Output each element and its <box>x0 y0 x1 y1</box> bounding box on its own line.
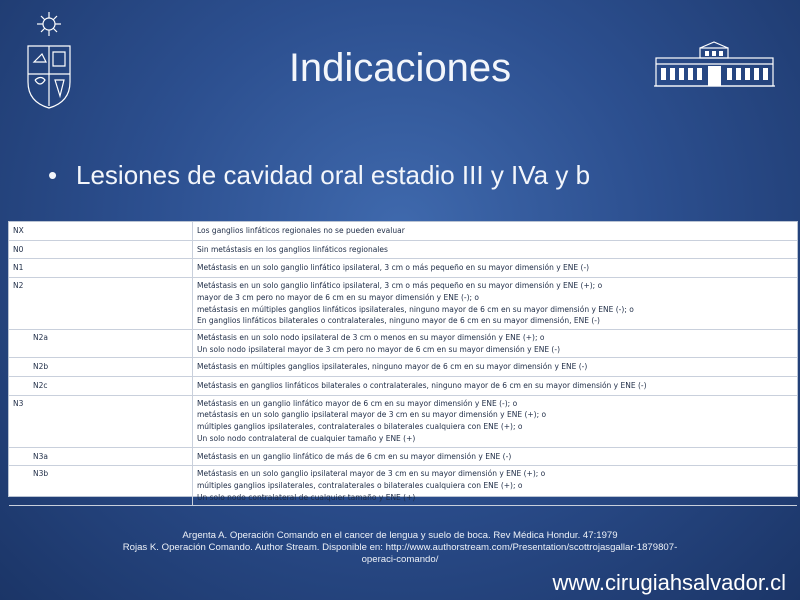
stage-cell: N3 <box>9 395 193 447</box>
description-cell <box>193 222 798 240</box>
description-cell <box>193 447 798 466</box>
stage-cell: N2c <box>9 377 193 396</box>
reference-line: Argenta A. Operación Comando en el cancer de lengua y suelo de boca. Rev Médica Hondur. 47:1979 <box>182 530 618 541</box>
description-line: Un solo nodo contralateral de cualquier tamaño y ENE (+) <box>197 492 416 502</box>
description-line: múltiples ganglios ipsilaterales, contralaterales o bilaterales cualquiera con ENE (+); o <box>197 480 523 490</box>
description-line: Sin metástasis en los ganglios linfáticos regionales <box>197 244 388 254</box>
description-line: metástasis en múltiples ganglios linfáticos ipsilaterales, ninguno mayor de 6 cm en su mayor dimensión y ENE (-); o <box>197 304 634 314</box>
description-line: Metástasis en un solo ganglio linfático ipsilateral, 3 cm o más pequeño en su mayor dimensión y ENE (-) <box>197 263 590 273</box>
bullet-item <box>48 160 590 191</box>
table-row <box>9 240 797 259</box>
description-cell <box>193 259 798 278</box>
stage-cell: N3a <box>9 447 193 466</box>
description-cell <box>193 329 798 357</box>
slide-title: Indicaciones <box>288 46 512 90</box>
description-line: Metástasis en múltiples ganglios ipsilaterales, ninguno mayor de 6 cm en su mayor dimensión y ENE (-) <box>197 362 588 372</box>
bullet-dot: • <box>48 160 58 190</box>
description-line: Un solo nodo contralateral de cualquier tamaño y ENE (+) <box>197 433 416 443</box>
description-line: Metástasis en un solo nodo ipsilateral de 3 cm o menos en su mayor dimensión y ENE (+); o <box>197 332 545 342</box>
description-cell <box>193 240 798 259</box>
staging-table-body <box>9 222 797 506</box>
description-line: Metástasis en ganglios linfáticos bilaterales o contralaterales, ninguno mayor de 6 cm en su mayor dimensión y ENE (-) <box>197 381 647 391</box>
bullet-text: Lesiones de cavidad oral estadio III y IVa y b <box>76 160 591 190</box>
description-line: metástasis en un solo ganglio ipsilateral mayor de 3 cm en su mayor dimensión y ENE (+); o <box>197 410 547 420</box>
reference-line: Rojas K. Operación Comando. Author Stream. Disponible en: http://www.authorstream.com/Presentation/scottrojasgallar-1879807- <box>122 541 678 553</box>
table-row <box>9 395 797 447</box>
stage-cell: N0 <box>9 240 193 259</box>
description-cell <box>193 278 798 330</box>
stage-cell: N1 <box>9 259 193 278</box>
description-line: Metástasis en un solo ganglio ipsilateral mayor de 3 cm en su mayor dimensión y ENE (+); o <box>197 469 546 479</box>
description-cell <box>193 466 798 506</box>
stage-cell: N2 <box>9 278 193 330</box>
website-url: www.cirugiahsalvador.cl <box>552 570 786 595</box>
description-line: mayor de 3 cm pero no mayor de 6 cm en su mayor dimensión y ENE (-); o <box>197 292 480 302</box>
description-line: Metástasis en un solo ganglio linfático ipsilateral, 3 cm o más pequeño en su mayor dimensión y ENE (+); o <box>197 281 603 291</box>
description-line: En ganglios linfáticos bilaterales o contralaterales, ninguno mayor de 6 cm en su mayor dimensión, ENE (-) <box>197 316 600 326</box>
description-line: Un solo nodo ipsilateral mayor de 3 cm pero no mayor de 6 cm en su mayor dimensión y ENE (-) <box>197 344 560 354</box>
table-row <box>9 377 797 396</box>
table-row <box>9 259 797 278</box>
description-line: Los ganglios linfáticos regionales no se pueden evaluar <box>197 226 405 235</box>
stage-cell: N2b <box>9 358 193 377</box>
stage-cell: N2a <box>9 329 193 357</box>
description-cell <box>193 395 798 447</box>
description-cell <box>193 358 798 377</box>
table-row <box>9 278 797 330</box>
stage-cell: NX <box>9 222 193 240</box>
staging-table <box>8 221 798 502</box>
table-row <box>9 329 797 357</box>
description-line: múltiples ganglios ipsilaterales, contralaterales o bilaterales cualquiera con ENE (+); o <box>197 422 523 432</box>
reference-line: operaci-comando/ <box>361 553 439 565</box>
table-row <box>9 358 797 377</box>
references <box>0 530 800 565</box>
description-cell <box>193 377 798 396</box>
table-row <box>9 447 797 466</box>
stage-cell: N3b <box>9 466 193 506</box>
table-row <box>9 222 797 240</box>
description-line: Metástasis en un ganglio linfático de más de 6 cm en su mayor dimensión y ENE (-) <box>197 451 512 461</box>
description-line: Metástasis en un ganglio linfático mayor de 6 cm en su mayor dimensión y ENE (-); o <box>197 398 518 408</box>
table-row <box>9 466 797 506</box>
